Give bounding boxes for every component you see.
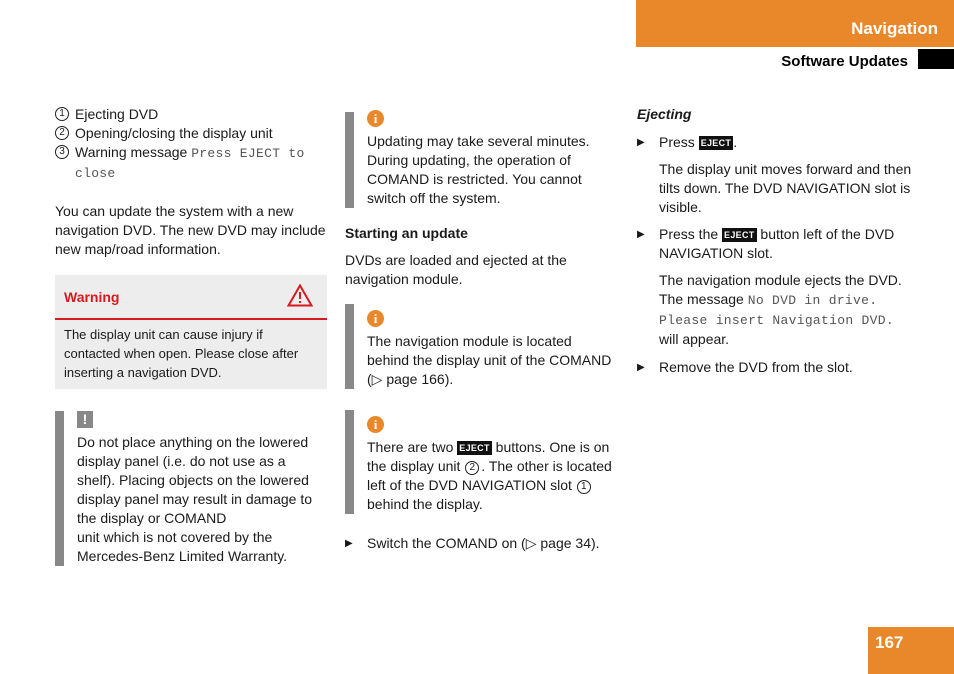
info-icon: i bbox=[367, 416, 384, 433]
display-message: No DVD in drive. Please insert Navigation DVD. bbox=[659, 293, 894, 328]
callout-number: 3 bbox=[55, 145, 69, 159]
warning-box bbox=[55, 275, 327, 389]
note-bar bbox=[55, 411, 64, 566]
section-heading: Starting an update bbox=[345, 225, 468, 241]
exclamation-icon: ! bbox=[77, 411, 93, 428]
step-item: ▶ Remove the DVD from the slot. bbox=[637, 359, 853, 375]
step-result: The display unit moves forward and then tilts down. The DVD NAVIGATION slot is visible. bbox=[659, 161, 912, 215]
legend-item bbox=[55, 143, 327, 183]
legend-item bbox=[55, 105, 327, 124]
callout-number: 1 bbox=[55, 107, 69, 121]
column-right bbox=[637, 105, 917, 377]
info-text: The navigation module is located behind the display unit of the COMAND (▷ page 166). bbox=[367, 333, 612, 387]
caution-text: Do not place anything on the lowered display panel (i.e. do not use as a shelf). Placing objects on the lowered display panel may result in damage to the display or COMAND bbox=[77, 434, 313, 526]
info-icon: i bbox=[367, 110, 384, 127]
caution-note bbox=[55, 411, 327, 566]
note-bar bbox=[345, 304, 354, 389]
step-result: The navigation module ejects the DVD. The message No DVD in drive. Please insert Navigation DVD. will appear. bbox=[659, 272, 902, 347]
warning-header bbox=[55, 275, 327, 320]
page-number: 167 bbox=[875, 633, 904, 652]
page-reference[interactable]: ▷ page 166 bbox=[371, 371, 445, 387]
display-message: Press EJECT to close bbox=[75, 146, 305, 181]
eject-button-symbol: EJECT bbox=[459, 443, 490, 453]
warning-title: Warning bbox=[64, 289, 120, 305]
triangle-right-icon: ▶ bbox=[637, 229, 645, 240]
legend-item bbox=[55, 124, 327, 143]
triangle-right-icon: ▶ bbox=[637, 137, 645, 148]
note-bar bbox=[345, 112, 354, 208]
legend-text: Warning message bbox=[75, 144, 192, 160]
triangle-right-icon: ▶ bbox=[345, 538, 353, 549]
eject-button-symbol: EJECT bbox=[724, 230, 755, 240]
intro-paragraph: You can update the system with a new navigation DVD. The new DVD may include new map/road information. bbox=[55, 203, 326, 257]
header-marker bbox=[918, 49, 954, 69]
triangle-right-icon: ▶ bbox=[637, 362, 645, 373]
legend-text: Opening/closing the display unit bbox=[75, 125, 273, 141]
info-text: There are two EJECT buttons. One is on the display unit 2 . The other is located left of the DVD NAVIGATION slot 1 behind the display. bbox=[367, 439, 612, 512]
warning-triangle-icon bbox=[287, 284, 313, 307]
section-heading: Ejecting bbox=[637, 106, 692, 122]
column-left bbox=[55, 105, 327, 566]
info-text: Updating may take several minutes. During updating, the operation of COMAND is restricted. You cannot switch off the system. bbox=[367, 133, 590, 206]
starting-text: DVDs are loaded and ejected at the navigation module. bbox=[345, 252, 567, 287]
step-item: ▶ Switch the COMAND on (▷ page 34). bbox=[345, 535, 600, 551]
caution-text-continued: unit which is not covered by the Mercedes-Benz Limited Warranty. bbox=[77, 529, 288, 564]
callout-number: 1 bbox=[577, 480, 591, 494]
info-icon: i bbox=[367, 310, 384, 327]
callout-number: 2 bbox=[55, 126, 69, 140]
step-item: ▶ Press the EJECT button left of the DVD NAVIGATION slot. bbox=[637, 226, 895, 261]
section-title: Navigation bbox=[851, 19, 938, 38]
subsection-title: Software Updates bbox=[781, 53, 908, 70]
info-note bbox=[345, 410, 617, 514]
info-note bbox=[345, 105, 617, 208]
note-bar bbox=[345, 410, 354, 514]
info-note bbox=[345, 304, 617, 389]
step-item: ▶ Press EJECT . bbox=[637, 134, 738, 150]
callout-number: 2 bbox=[465, 461, 479, 475]
eject-button-symbol: EJECT bbox=[700, 138, 732, 148]
column-middle bbox=[345, 105, 617, 553]
legend-text: Ejecting DVD bbox=[75, 106, 159, 122]
warning-body: The display unit can cause injury if contacted when open. Please close after inserting a navigation DVD. bbox=[64, 327, 299, 380]
page-reference[interactable]: ▷ page 34 bbox=[525, 535, 591, 551]
